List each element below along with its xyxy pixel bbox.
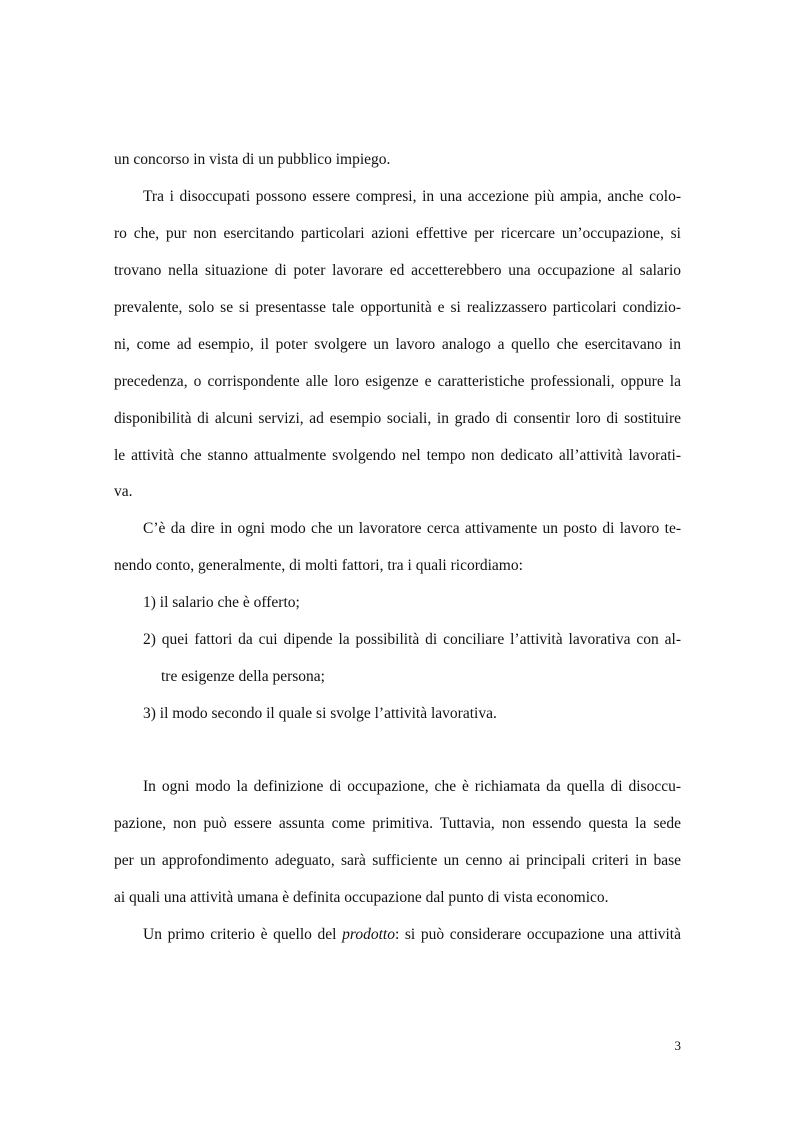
text-line: nendo conto, generalmente, di molti fattori, tra i quali ricordiamo: xyxy=(114,557,523,574)
text-line: un concorso in vista di un pubblico impiego. xyxy=(114,151,391,168)
text-line: prevalente, solo se si presentasse tale opportunità e si realizzassero particolari condizio- xyxy=(114,299,681,316)
text-line: precedenza, o corrispondente alle loro esigenze e caratteristiche professionali, oppure la xyxy=(114,373,681,390)
text-line: per un approfondimento adeguato, sarà sufficiente un cenno ai principali criteri in base xyxy=(114,852,681,869)
page-number: 3 xyxy=(674,1038,681,1053)
list-item: 3) il modo secondo il quale si svolge l’attività lavorativa. xyxy=(143,705,497,722)
list-item-continuation: tre esigenze della persona; xyxy=(161,668,325,685)
text-line: va. xyxy=(114,483,133,500)
list-item: 2) quei fattori da cui dipende la possibilità di conciliare l’attività lavorativa con al- xyxy=(143,631,681,648)
list-item: 1) il salario che è offerto; xyxy=(143,594,300,611)
text-line: le attività che stanno attualmente svolgendo nel tempo non dedicato all’attività lavorati- xyxy=(114,447,681,464)
text-line: ni, come ad esempio, il poter svolgere un lavoro analogo a quello che esercitavano in xyxy=(114,336,681,353)
text-line: ro che, pur non esercitando particolari azioni effettive per ricercare un’occupazione, si xyxy=(114,225,681,242)
text-run: Un primo criterio è quello del xyxy=(143,926,343,943)
text-line: C’è da dire in ogni modo che un lavoratore cerca attivamente un posto di lavoro te- xyxy=(143,520,681,537)
text-line xyxy=(143,925,681,945)
text-line: In ogni modo la definizione di occupazione, che è richiamata da quella di disoccu- xyxy=(143,778,681,795)
text-line: trovano nella situazione di poter lavorare ed accetterebbero una occupazione al salario xyxy=(114,262,681,279)
emphasized-term: prodotto xyxy=(342,926,395,943)
text-line: ai quali una attività umana è definita occupazione dal punto di vista economico. xyxy=(114,889,609,906)
text-line: Tra i disoccupati possono essere compresi, in una accezione più ampia, anche colo- xyxy=(143,188,681,205)
text-line: disponibilità di alcuni servizi, ad esempio sociali, in grado di consentir loro di sostituire xyxy=(114,410,681,427)
text-line: pazione, non può essere assunta come primitiva. Tuttavia, non essendo questa la sede xyxy=(114,815,681,832)
text-run: : si può considerare occupazione una attività xyxy=(394,926,681,943)
